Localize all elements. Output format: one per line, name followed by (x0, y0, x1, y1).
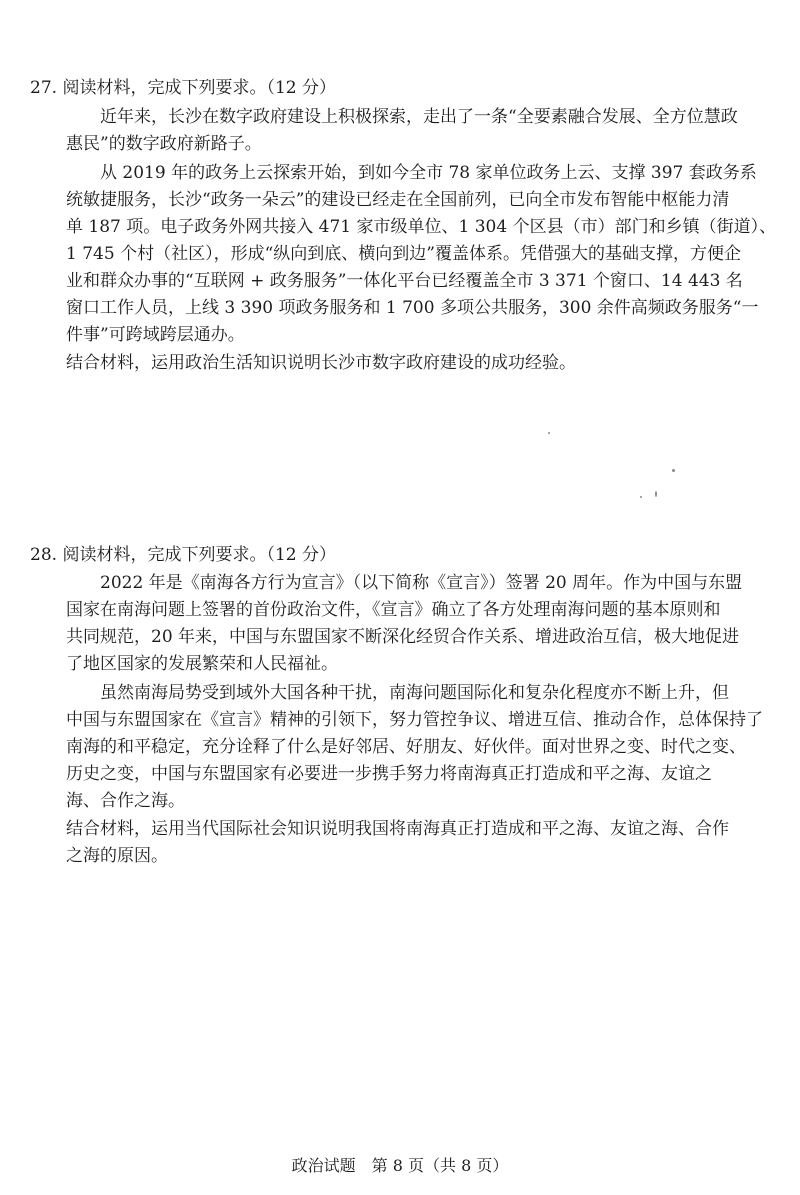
scan-speck (640, 496, 642, 498)
q28-line-2: 国家在南海问题上签署的首份政治文件，《宣言》确立了各方处理南海问题的基本原则和 (66, 600, 721, 620)
q27-line-5: 单 187 项。电子政务外网共接入 471 家市级单位、1 304 个区县（市）部门和乡镇（街道）、 (66, 217, 777, 237)
q28-prompt-line-2: 之海的原因。 (66, 846, 168, 866)
q27-header: 27. 阅读材料，完成下列要求。（12 分） (30, 78, 336, 98)
q28-prompt-line-1: 结合材料，运用当代国际社会知识说明我国将南海真正打造成和平之海、友谊之海、合作 (66, 819, 729, 839)
q27-prompt: 结合材料，运用政治生活知识说明长沙市数字政府建设的成功经验。 (66, 353, 576, 373)
q28-line-6: 中国与东盟国家在《宣言》精神的引领下，努力管控争议、增进互信、推动合作，总体保持了 (66, 710, 763, 730)
page-footer: 政治试题 第 8 页（共 8 页） (291, 1156, 509, 1175)
q28-line-7: 南海的和平稳定，充分诠释了什么是好邻居、好朋友、好伙伴。面对世界之变、时代之变、 (66, 737, 746, 757)
q28-header: 28. 阅读材料，完成下列要求。（12 分） (30, 545, 336, 565)
q27-line-3: 从 2019 年的政务上云探索开始，到如今全市 78 家单位政务上云、支撑 397 套政务系 (100, 163, 757, 183)
q27-line-9: 件事”可跨域跨层通办。 (66, 325, 245, 345)
q28-line-8: 历史之变，中国与东盟国家有必要进一步携手努力将南海真正打造成和平之海、友谊之 (66, 764, 712, 784)
q27-line-7: 业和群众办事的“互联网 + 政务服务”一体化平台已经覆盖全市 3 371 个窗口、14 443 名 (66, 271, 743, 291)
q27-line-8: 窗口工作人员，上线 3 390 项政务服务和 1 700 多项公共服务，300 余件高频政务服务“一 (66, 298, 759, 318)
q28-line-3: 共同规范，20 年来，中国与东盟国家不断深化经贸合作关系、增进政治互信，极大地促进 (66, 627, 740, 647)
q27-line-6: 1 745 个村（社区），形成“纵向到底、横向到边”覆盖体系。凭借强大的基础支撑，方便企 (66, 244, 741, 264)
q28-line-1: 2022 年是《南海各方行为宣言》（以下简称《宣言》）签署 20 周年。作为中国与东盟 (100, 573, 743, 593)
scan-speck (548, 432, 550, 434)
scan-speck (655, 491, 657, 497)
q28-line-9: 海、合作之海。 (66, 791, 185, 811)
q27-line-2: 惠民”的数字政府新路子。 (66, 134, 262, 154)
q28-line-4: 了地区国家的发展繁荣和人民福祉。 (66, 654, 338, 674)
q27-line-4: 统敏捷服务，长沙“政务一朵云”的建设已经走在全国前列，已向全市发布智能中枢能力清 (66, 190, 730, 210)
q27-line-1: 近年来，长沙在数字政府建设上积极探索，走出了一条“全要素融合发展、全方位慧政 (100, 107, 738, 127)
scan-speck (672, 469, 675, 472)
q28-line-5: 虽然南海局势受到域外大国各种干扰，南海问题国际化和复杂化程度亦不断上升，但 (100, 683, 729, 703)
